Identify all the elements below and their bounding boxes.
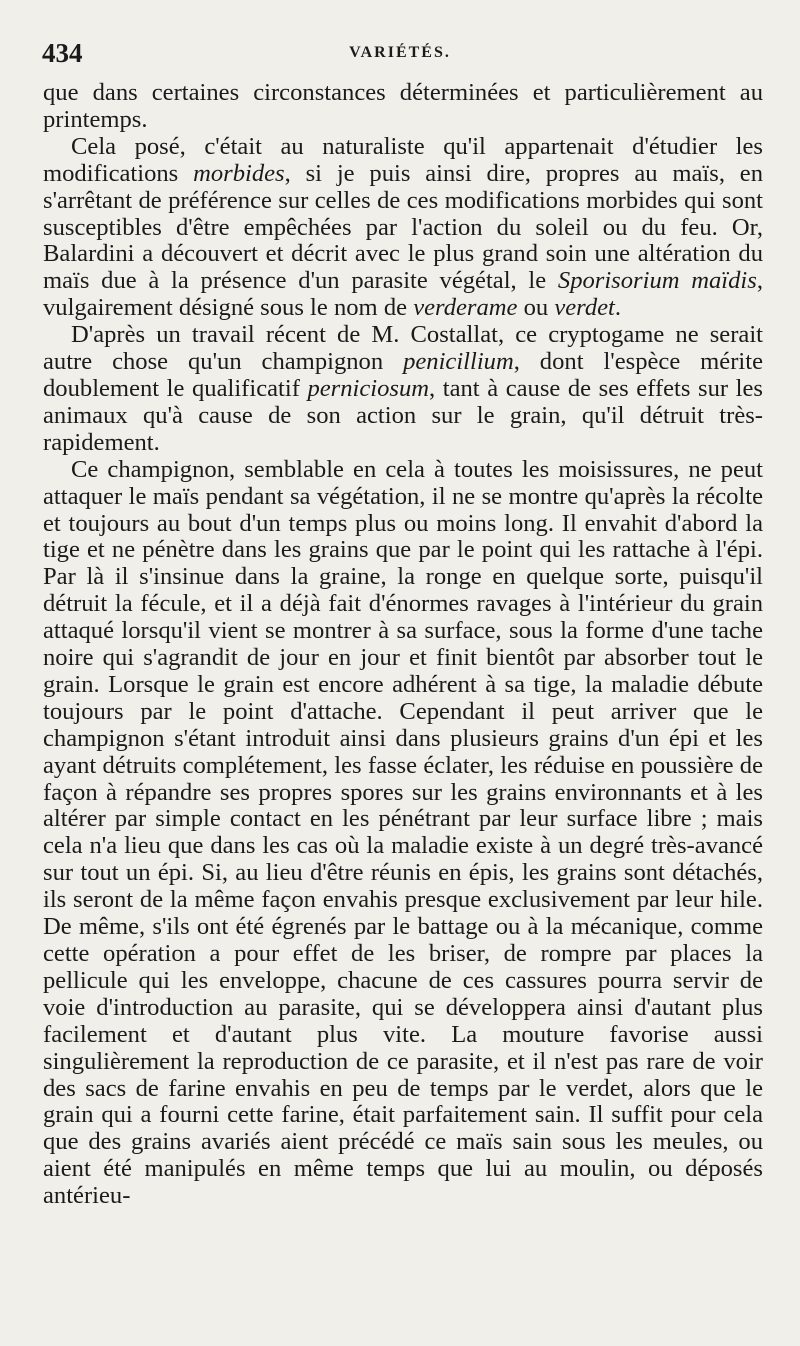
page-header: [42, 34, 758, 74]
text-segment: , dont l'espèce mérite doublement le qualificatif: [43, 348, 763, 402]
italic-text: verderame: [413, 294, 518, 322]
italic-text: perniciosum: [307, 374, 430, 402]
running-title: VARIÉTÉS.: [349, 44, 451, 61]
body-text: [43, 80, 763, 1210]
paragraph: [43, 80, 763, 134]
text-segment: , si je puis ainsi dire, propres au maïs, en s'arrêtant de préférence sur celles de ces modifications morbides qui sont susceptibles d'être empêchées par l'action du soleil ou du feu. Or, Balardini a découvert et décrit avec le plus grand soin une altération du maïs due à la présence d'un parasite végétal, le: [43, 159, 764, 295]
page-number: 434: [42, 38, 83, 68]
italic-text: verdet: [554, 294, 615, 322]
text-segment: que dans certaines circonstances déterminées et particulièrement au printemps.: [43, 79, 763, 133]
text-segment: Cela posé, c'était au naturaliste qu'il appartenait d'étudier les modifications: [43, 132, 763, 187]
paragraph: [43, 457, 763, 1210]
text-segment: Ce champignon, semblable en cela à toutes les moisissures, ne peut attaquer le maïs pendant sa végétation, il ne se montre qu'après la récolte et toujours au bout d'un temps plus ou moins long. Il envahit d'abord la tige et ne pénètre dans les grains que par le point qui les rattache à l'épi. Par là il s'insinue dans la graine, la ronge en quelque sorte, puisqu'il détruit la fécule, et il a déjà fait d'énormes ravages à l'intérieur du grain attaqué lorsqu'il vient se montrer à sa surface, sous la forme d'une tache noire qui s'agrandit de jour en jour et finit bientôt par absorber tout le grain. Lorsque le grain est encore adhérent à sa tige, la maladie débute toujours par le point d'attache. Cependant il peut arriver que le champignon s'étant introduit ainsi dans plusieurs grains d'un épi et les ayant détruits complétement, les fasse éclater, les réduise en poussière de façon à répandre ses propres spores sur les grains environnants et à les altérer par simple contact en les pénétrant par leur surface libre ; mais cela n'a lieu que dans les cas où la maladie existe à un degré très-avancé sur tout un épi. Si, au lieu d'être réunis en épis, les grains sont détachés, ils seront de la même façon envahis presque exclusivement par leur hile. De même, s'ils ont été égrenés par le battage ou à la mécanique, comme cette opération a pour effet de les briser, de rompre par places la pellicule qui les enveloppe, chacune de ces cassures pourra servir de voie d'introduction au parasite, qui se développera ainsi d'autant plus facilement et d'autant plus vite. La mouture favorise aussi singulièrement la reproduction de ce parasite, et il n'est pas rare de voir des sacs de farine envahis en peu de temps par le verdet, alors que le grain qui a fourni cette farine, était parfaitement sain. Il suffit pour cela que des grains avariés aient précédé ce maïs sain sous les meules, ou aient été manipulés en même temps que lui au moulin, ou déposés antérieu-: [43, 455, 763, 1210]
italic-text: penicillium: [403, 348, 514, 376]
text-segment: , tant à cause de ses effets sur les animaux qu'à cause de son action sur le grain, qu'il détruit très-rapidement.: [43, 374, 763, 456]
italic-text: Sporisorium maïdis: [557, 267, 757, 295]
paragraph: [43, 134, 763, 322]
paragraph: [43, 322, 763, 457]
text-segment: D'après un travail récent de M. Costallat, ce cryptogame ne serait autre chose qu'un champignon: [43, 321, 763, 376]
italic-text: morbides: [193, 159, 285, 187]
text-segment: ou: [517, 294, 555, 322]
text-segment: .: [614, 294, 622, 322]
text-segment: , vulgairement désigné sous le nom de: [43, 267, 763, 322]
